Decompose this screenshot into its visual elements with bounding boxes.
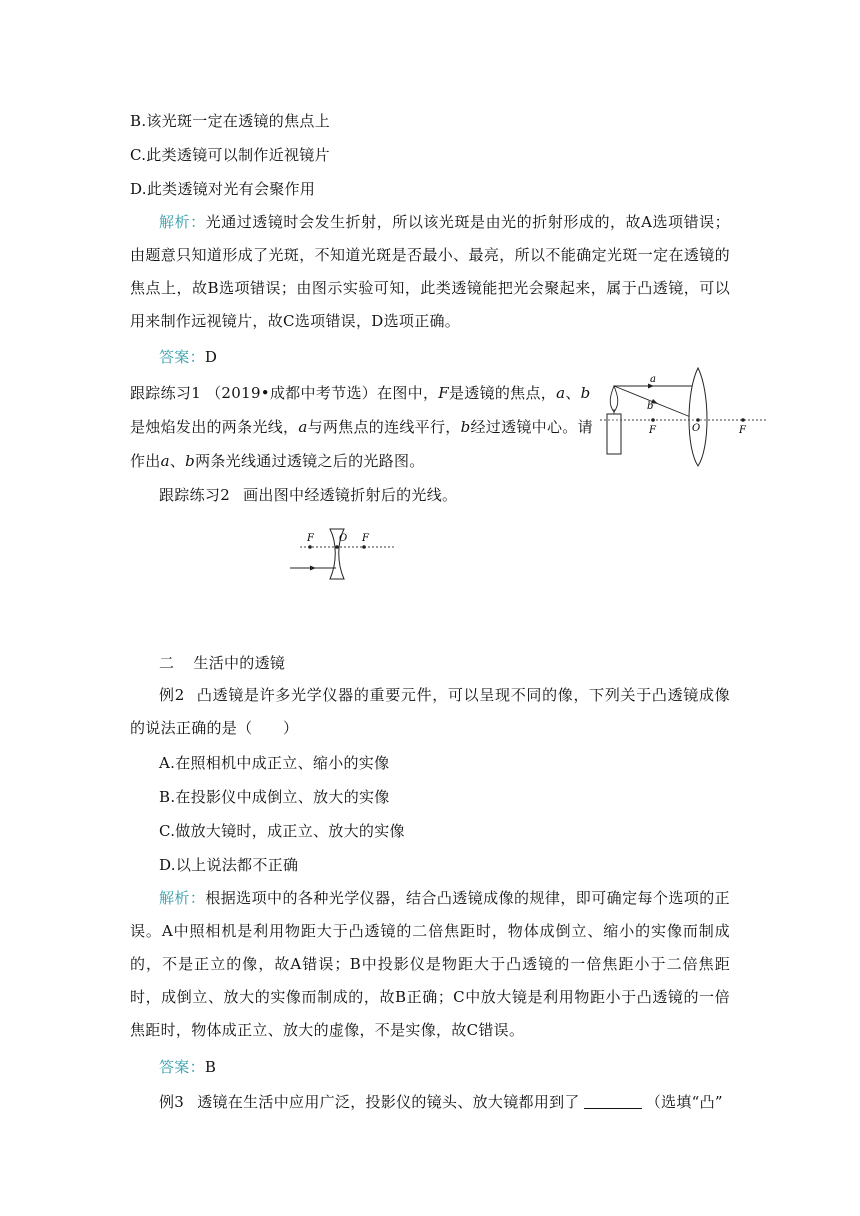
incident-ray-arrow bbox=[310, 566, 316, 571]
answer-line-1 bbox=[159, 346, 217, 368]
focal-point-right bbox=[741, 418, 745, 422]
symbol-F: F bbox=[438, 384, 449, 402]
flame-icon bbox=[610, 386, 618, 412]
practice1-line1 bbox=[130, 382, 591, 404]
section-title: 生活中的透镜 bbox=[193, 654, 286, 672]
practice2-text: 画出图中经透镜折射后的光线。 bbox=[243, 486, 458, 504]
optical-center bbox=[696, 418, 700, 422]
label-F-left: F bbox=[649, 425, 656, 436]
label-a: a bbox=[650, 374, 656, 385]
analysis-paragraph-1 bbox=[130, 206, 730, 338]
analysis-label: 解析： bbox=[159, 889, 206, 907]
label-F-right: F bbox=[739, 425, 746, 436]
practice1-text: 两条光线通过透镜之后的光路图。 bbox=[195, 452, 425, 470]
label-b: b bbox=[647, 401, 654, 412]
symbol-b: b bbox=[460, 418, 471, 436]
answer-value: B bbox=[204, 1058, 217, 1076]
practice2-label: 跟踪练习2 bbox=[159, 486, 231, 504]
answer-label: 答案： bbox=[159, 1058, 205, 1076]
option-a: A.在照相机中成正立、缩小的实像 bbox=[159, 754, 390, 772]
option-b: B.在投影仪中成倒立、放大的实像 bbox=[159, 788, 390, 806]
practice1-line3 bbox=[130, 450, 425, 472]
practice1-text: 是烛焰发出的两条光线， bbox=[130, 418, 299, 436]
answer-line-2 bbox=[159, 1056, 216, 1078]
label-F-right: F bbox=[362, 533, 369, 544]
option-c: C.此类透镜可以制作近视镜片 bbox=[130, 146, 330, 164]
example2-label: 例2 bbox=[159, 686, 185, 704]
practice2-line bbox=[159, 484, 457, 506]
analysis-text: 根据选项中的各种光学仪器，结合凸透镜成像的规律，即可确定每个选项的正误。A中照相机是利用物距大于凸透镜的二倍焦距时，物体成倒立、缩小的实像而制成的，不是正立的像，故A错误；B中投影仪是物距大于凸透镜的一倍焦距小于二倍焦距时，成倒立、放大的实像而制成的，故B正确；C中放大镜是利用物距小于凸透镜的一倍焦距时，物体成正立、放大的虚像，不是实像，故C错误。 bbox=[130, 889, 730, 1039]
analysis-label: 解析： bbox=[159, 213, 206, 231]
practice1-text: 经过透镜中心。请 bbox=[470, 418, 593, 436]
label-O: O bbox=[339, 533, 348, 544]
practice1-text: 在图中， bbox=[377, 384, 439, 402]
label-O: O bbox=[692, 423, 701, 434]
convex-lens bbox=[689, 368, 707, 466]
label-F-left: F bbox=[307, 533, 314, 544]
practice1-line2 bbox=[130, 416, 593, 438]
option-c: C.做放大镜时，成正立、放大的实像 bbox=[159, 822, 405, 840]
example2-question bbox=[130, 679, 730, 745]
focal-point-left bbox=[651, 418, 655, 422]
answer-label: 答案： bbox=[159, 348, 205, 366]
separator: 、 bbox=[565, 384, 581, 402]
focal-point-left bbox=[308, 545, 312, 549]
example2-text: 凸透镜是许多光学仪器的重要元件，可以呈现不同的像，下列关于凸透镜成像的说法正确的是（ ） bbox=[130, 686, 730, 737]
practice1-text: 与两焦点的连线平行， bbox=[307, 418, 461, 436]
section-heading bbox=[159, 652, 285, 674]
practice1-label: 跟踪练习1 bbox=[130, 384, 202, 402]
concave-lens-figure bbox=[286, 525, 398, 585]
example3-line bbox=[159, 1091, 723, 1113]
fill-blank[interactable] bbox=[584, 1092, 642, 1109]
practice1-source: （2019•成都中考节选） bbox=[206, 384, 378, 402]
example3-text-b: （选填“凸” bbox=[645, 1093, 723, 1111]
option-d: D.以上说法都不正确 bbox=[159, 856, 299, 874]
symbol-a: a bbox=[160, 452, 170, 470]
practice1-text: 作出 bbox=[130, 452, 161, 470]
section-number: 二 bbox=[159, 654, 175, 672]
symbol-a: a bbox=[556, 384, 566, 402]
example3-label: 例3 bbox=[159, 1093, 185, 1111]
symbol-a: a bbox=[298, 418, 308, 436]
option-b: B.该光斑一定在透镜的焦点上 bbox=[130, 112, 330, 130]
focal-point-right bbox=[362, 545, 366, 549]
optical-center bbox=[335, 545, 339, 549]
analysis-paragraph-2 bbox=[130, 882, 730, 1047]
answer-value: D bbox=[204, 348, 218, 366]
symbol-b: b bbox=[185, 452, 196, 470]
practice1-text: 是透镜的焦点， bbox=[448, 384, 557, 402]
convex-lens-figure bbox=[598, 362, 768, 470]
symbol-b: b bbox=[580, 384, 591, 402]
example3-text: 透镜在生活中应用广泛，投影仪的镜头、放大镜都用到了 bbox=[197, 1093, 580, 1111]
option-d: D.此类透镜对光有会聚作用 bbox=[130, 180, 316, 198]
analysis-text: 光通过透镜时会发生折射，所以该光斑是由光的折射形成的，故A选项错误；由题意只知道形成了光斑，不知道光斑是否最小、最亮，所以不能确定光斑一定在透镜的焦点上，故B选项错误；由图示实验可知，此类透镜能把光会聚起来，属于凸透镜，可以用来制作远视镜片，故C选项错误，D选项正确。 bbox=[130, 213, 730, 330]
separator: 、 bbox=[169, 452, 186, 470]
